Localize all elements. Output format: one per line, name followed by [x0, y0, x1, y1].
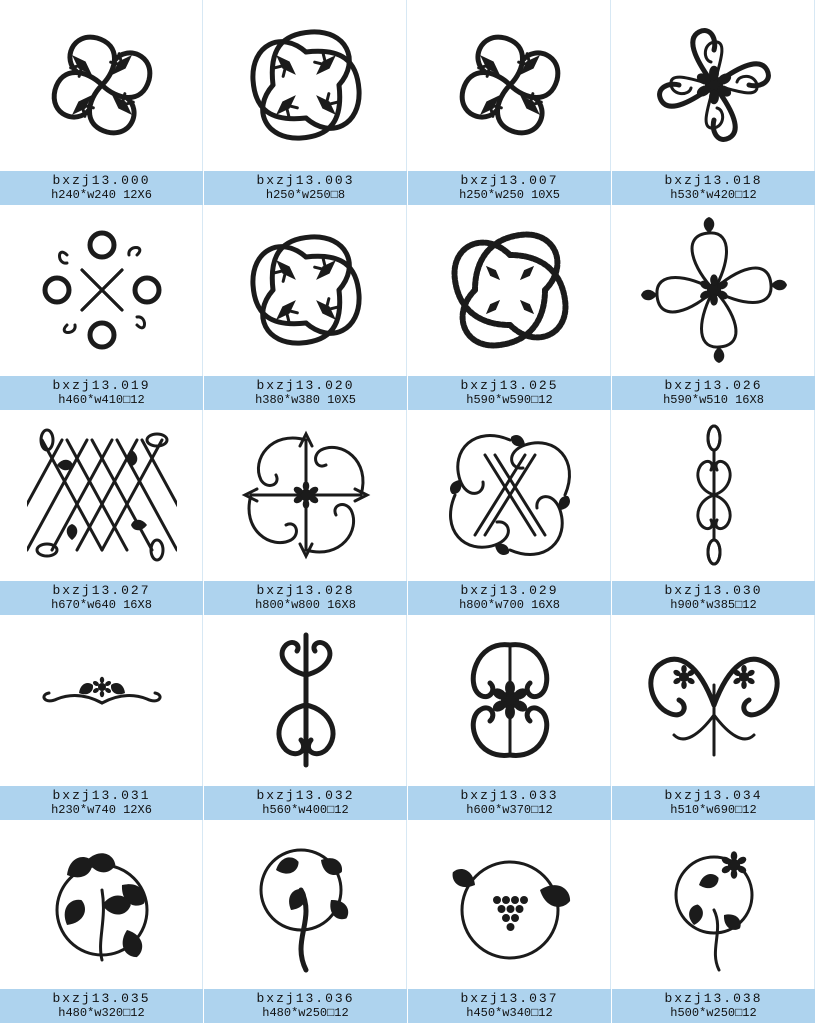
product-card[interactable] [0, 410, 203, 615]
rose-ring-ornament-icon [639, 830, 789, 980]
fleur-quad-ornament-icon [27, 10, 177, 160]
product-code: bxzj13.036 [256, 991, 355, 1006]
product-dimensions: h600*w370□12 [466, 803, 553, 817]
ornament-image [612, 615, 815, 785]
product-dimensions: h250*w250 10X5 [459, 188, 560, 202]
product-caption [0, 989, 203, 1023]
product-caption [204, 376, 407, 410]
ornament-image [408, 820, 611, 990]
product-dimensions: h560*w400□12 [262, 803, 349, 817]
product-card[interactable] [612, 0, 815, 205]
product-card[interactable] [408, 615, 611, 820]
ornament-image [204, 820, 407, 990]
product-card[interactable] [612, 205, 815, 410]
product-code: bxzj13.018 [664, 173, 763, 188]
twisted-quad-ornament-icon [435, 215, 585, 365]
ornament-image [408, 410, 611, 580]
ornament-image [612, 410, 815, 580]
product-dimensions: h900*w385□12 [670, 598, 757, 612]
product-code: bxzj13.032 [256, 788, 355, 803]
product-dimensions: h480*w250□12 [262, 1006, 349, 1020]
product-dimensions: h800*w800 16X8 [255, 598, 356, 612]
product-code: bxzj13.000 [52, 173, 151, 188]
product-caption [612, 581, 815, 615]
ornament-image [408, 0, 611, 170]
product-card[interactable] [612, 410, 815, 615]
product-code: bxzj13.027 [52, 583, 151, 598]
product-code: bxzj13.003 [256, 173, 355, 188]
product-dimensions: h510*w690□12 [670, 803, 757, 817]
scroll-lattice-ornament-icon [27, 215, 177, 365]
product-dimensions: h670*w640 16X8 [51, 598, 152, 612]
product-card[interactable] [204, 820, 407, 1023]
butterfly-ornament-icon [639, 625, 789, 775]
leaf-rosette-ornament-icon [639, 215, 789, 365]
product-card[interactable] [612, 820, 815, 1023]
ornament-image [0, 0, 203, 170]
product-code: bxzj13.031 [52, 788, 151, 803]
ornament-image [408, 205, 611, 375]
product-card[interactable] [204, 0, 407, 205]
product-code: bxzj13.025 [460, 378, 559, 393]
product-caption [204, 786, 407, 820]
product-card[interactable] [612, 615, 815, 820]
product-code: bxzj13.019 [52, 378, 151, 393]
product-dimensions: h480*w320□12 [58, 1006, 145, 1020]
product-code: bxzj13.030 [664, 583, 763, 598]
product-card[interactable] [0, 615, 203, 820]
product-card[interactable] [0, 0, 203, 205]
product-dimensions: h800*w700 16X8 [459, 598, 560, 612]
product-dimensions: h590*w590□12 [466, 393, 553, 407]
product-caption [408, 171, 611, 205]
product-caption [612, 171, 815, 205]
heart-rosette-ornament-icon [639, 10, 789, 160]
ornament-image [408, 615, 611, 785]
product-dimensions: h500*w250□12 [670, 1006, 757, 1020]
product-card[interactable] [204, 410, 407, 615]
product-dimensions: h230*w740 12X6 [51, 803, 152, 817]
product-caption [204, 989, 407, 1023]
spine-scrolls-ornament-icon [231, 625, 381, 775]
product-caption [612, 376, 815, 410]
fleur-quad-round-ornament-icon [231, 10, 381, 160]
product-dimensions: h250*w250□8 [265, 188, 346, 202]
ornament-image [204, 0, 407, 170]
arrow-star-ornament-icon [231, 420, 381, 570]
product-dimensions: h460*w410□12 [58, 393, 145, 407]
product-caption [204, 171, 407, 205]
fleur-quad-round-ornament-icon [231, 215, 381, 365]
product-caption [408, 989, 611, 1023]
product-caption [204, 581, 407, 615]
leaf-lattice-ornament-icon [435, 420, 585, 570]
product-code: bxzj13.007 [460, 173, 559, 188]
product-dimensions: h530*w420□12 [670, 188, 757, 202]
product-dimensions: h240*w240 12X6 [51, 188, 152, 202]
product-code: bxzj13.026 [664, 378, 763, 393]
product-caption [408, 376, 611, 410]
product-card[interactable] [0, 205, 203, 410]
product-caption [408, 786, 611, 820]
ornament-image [0, 820, 203, 990]
product-caption [0, 581, 203, 615]
product-card[interactable] [408, 0, 611, 205]
product-dimensions: h380*w380 10X5 [255, 393, 356, 407]
ornament-image [0, 410, 203, 580]
product-card[interactable] [204, 615, 407, 820]
product-code: bxzj13.033 [460, 788, 559, 803]
ornament-image [0, 615, 203, 785]
horizontal-scroll-ornament-icon [27, 625, 177, 775]
ring-vine-ornament-icon [231, 830, 381, 980]
product-card[interactable] [408, 410, 611, 615]
product-code: bxzj13.029 [460, 583, 559, 598]
product-card[interactable] [204, 205, 407, 410]
product-code: bxzj13.038 [664, 991, 763, 1006]
product-caption [0, 786, 203, 820]
product-dimensions: h590*w510 16X8 [663, 393, 764, 407]
product-card[interactable] [408, 205, 611, 410]
ornament-image [612, 0, 815, 170]
ornament-image [204, 205, 407, 375]
product-caption [612, 989, 815, 1023]
product-code: bxzj13.028 [256, 583, 355, 598]
oak-leaves-ornament-icon [27, 830, 177, 980]
product-code: bxzj13.035 [52, 991, 151, 1006]
ornament-image [204, 615, 407, 785]
product-caption [612, 786, 815, 820]
ornament-image [612, 205, 815, 375]
grape-ring-ornament-icon [435, 830, 585, 980]
ornament-image [204, 410, 407, 580]
product-code: bxzj13.020 [256, 378, 355, 393]
fleur-quad-ornament-icon [435, 10, 585, 160]
product-code: bxzj13.034 [664, 788, 763, 803]
slim-vertical-ornament-icon [639, 420, 789, 570]
diamond-lattice-ornament-icon [27, 420, 177, 570]
ornament-image [612, 820, 815, 990]
product-caption [408, 581, 611, 615]
product-caption [0, 171, 203, 205]
product-card[interactable] [408, 820, 611, 1023]
oval-flower-ornament-icon [435, 625, 585, 775]
product-card[interactable] [0, 820, 203, 1023]
ornament-image [0, 205, 203, 375]
product-code: bxzj13.037 [460, 991, 559, 1006]
product-caption [0, 376, 203, 410]
product-dimensions: h450*w340□12 [466, 1006, 553, 1020]
